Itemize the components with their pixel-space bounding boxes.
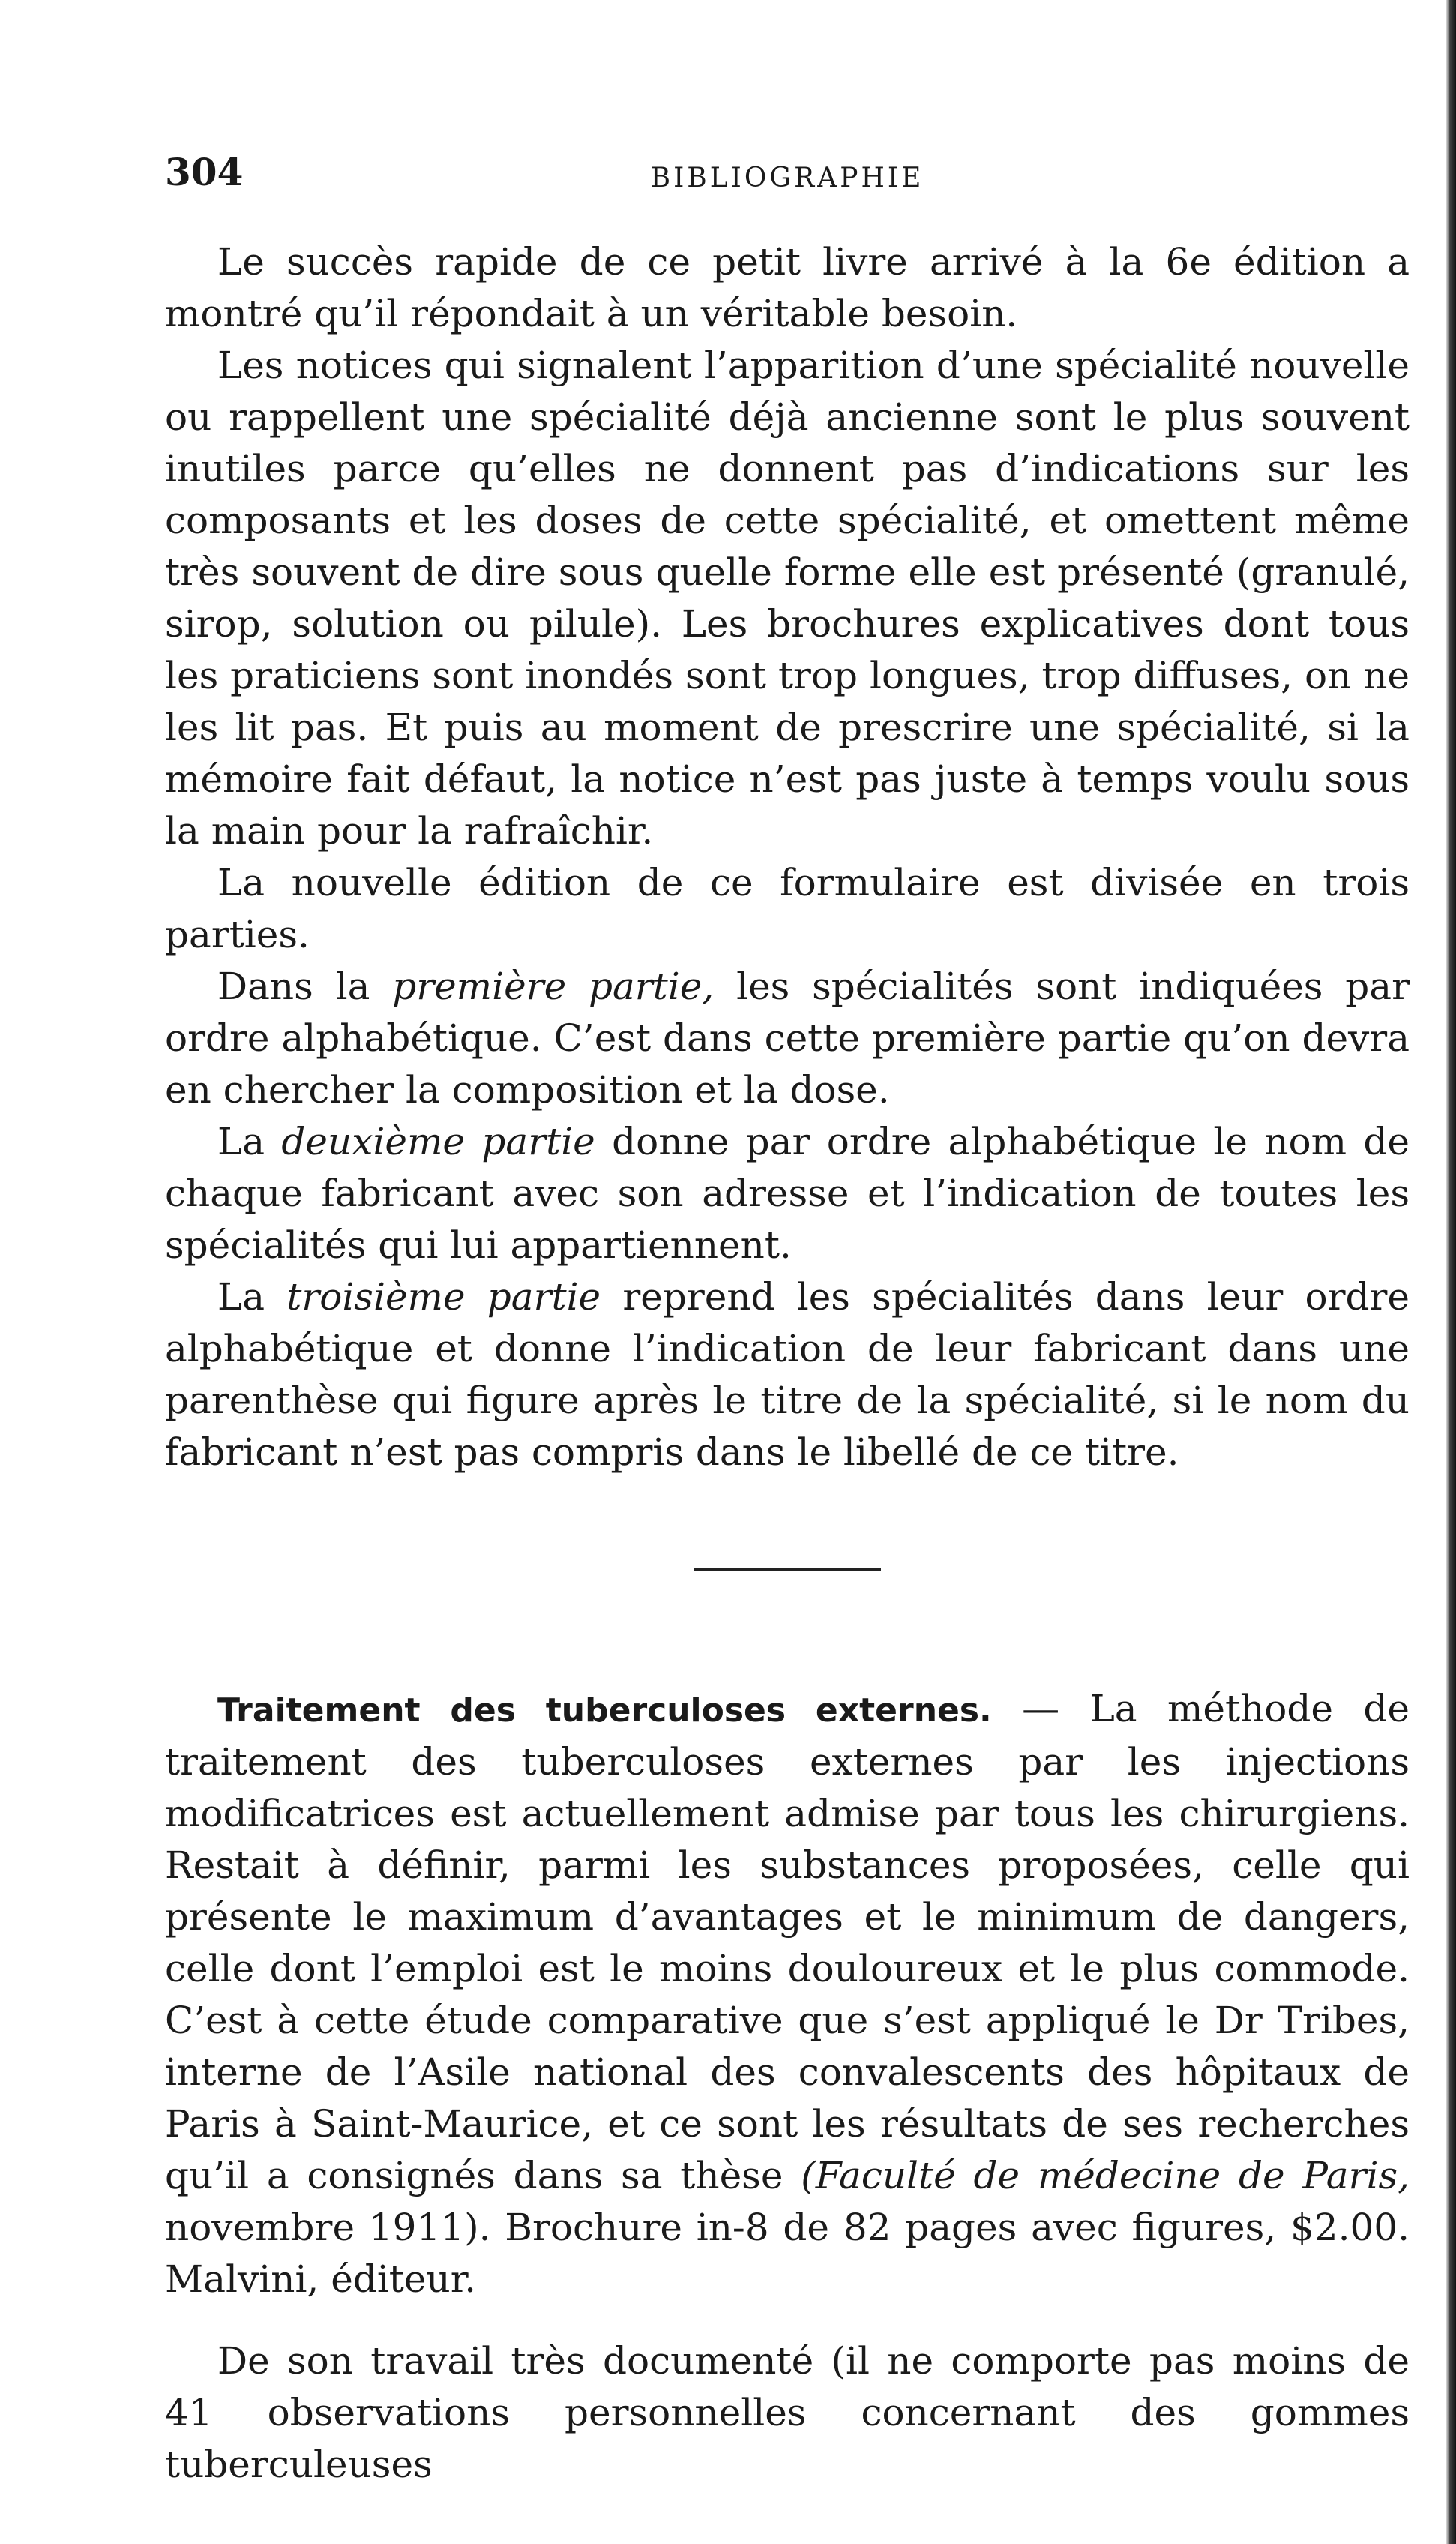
italic-third-part: troisième partie — [286, 1275, 601, 1318]
paragraph-final: De son travail très documenté (il ne comporte pas moins de 41 observations personnelles concernant des gommes tuberculeuses — [165, 2339, 1410, 2486]
paragraph-success: Le succès rapide de ce petit livre arrivé à la 6e édition a montré qu’il répondait à un véritable besoin. — [165, 240, 1410, 335]
italic-first-part: première partie, — [392, 964, 715, 1008]
running-head: BIBLIOGRAPHIE — [650, 163, 924, 194]
page-number: 304 — [165, 150, 244, 194]
paragraph-new-edition: La nouvelle édition de ce formulaire est divisée en trois parties. — [165, 861, 1410, 956]
section-heading: Traitement des tuberculoses externes. — [217, 1691, 992, 1730]
paragraph-notices: Les notices qui signalent l’apparition d’une spécialité nouvelle ou rappellent une spécialité déjà ancienne sont le plus souvent inutiles parce qu’elles ne donnent pas d’indications sur les composants et les doses de cette spécialité, et omettent même très souvent de dire sous quelle forme elle est présenté (granulé, sirop, solution ou pilule). Les brochures explicatives dont tous les praticiens sont inondés sont trop longues, trop diffuses, on ne les lit pas. Et puis au moment de prescrire une spécialité, si la mémoire fait défaut, la notice n’est pas juste à temps voulu sous la main pour la rafraîchir. — [165, 344, 1410, 853]
paragraph-tuberculoses: Traitement des tuberculoses externes. — La méthode de traitement des tuberculoses externes par les injections modificatrices est actuellement admise par tous les chirurgiens. Restait à définir, parmi les substances proposées, celle qui présente le maximum d’avantages et le minimum de dangers, celle dont l’emploi est le moins douloureux et le plus commode. C’est à cette étude comparative que s’est appliqué le Dr Tribes, interne de l’Asile national des convalescents des hôpitaux de Paris à Saint-Maurice, et ce sont les résultats de ses recherches qu’il a consignés dans sa thèse (Faculté de médecine de Paris, novembre 1911). Brochure in-8 de 82 pages avec figures, $2.00. Malvini, éditeur. — [165, 1687, 1410, 2301]
paragraph-first-part: Dans la première partie, les spécialités sont indiquées par ordre alphabétique. C’est dans cette première partie qu’on devra en chercher la composition et la dose. — [165, 964, 1410, 1112]
book-page — [165, 146, 1410, 2491]
paragraph-third-part: La troisième partie reprend les spécialités dans leur ordre alphabétique et donne l’indication de leur fabricant dans une parenthèse qui figure après le titre de la spécialité, si le nom du fabricant n’est pas compris dans le libellé de ce titre. — [165, 1275, 1410, 1474]
italic-second-part: deuxième partie — [281, 1120, 595, 1163]
italic-faculte: (Faculté de médecine de Paris, — [801, 2154, 1410, 2198]
page-header — [165, 146, 1410, 199]
paragraph-second-part: La deuxième partie donne par ordre alphabétique le nom de chaque fabricant avec son adresse et l’indication de toutes les spécialités qui lui appartiennent. — [165, 1120, 1410, 1267]
page-edge-shadow — [1446, 0, 1456, 2544]
section-divider — [694, 1568, 881, 1570]
